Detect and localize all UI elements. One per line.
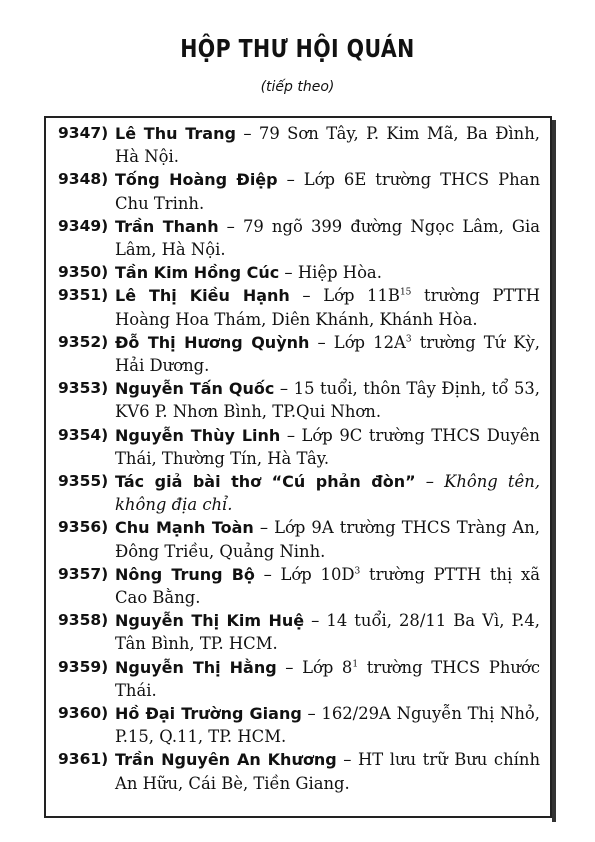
list-item <box>58 609 540 655</box>
entry-address: – Lớp 9A trường THCS Tràng An, Đông Triều, Quảng Ninh. <box>115 518 540 561</box>
list-item <box>58 656 540 702</box>
entry-number: 9355) <box>58 472 109 491</box>
entry-address: – 79 ngõ 399 đường Ngọc Lâm, Gia Lâm, Hà Nội. <box>115 216 540 260</box>
entry-name: Tác giả bài thơ “Cú phản đòn” <box>115 472 416 492</box>
entry-name: Nguyễn Thị Hằng <box>115 657 277 677</box>
entry-number: 9361) <box>58 750 109 769</box>
entry-name: Chu Mạnh Toàn <box>115 518 254 538</box>
list-item <box>58 284 540 330</box>
entry-number: 9358) <box>58 611 109 630</box>
entry-number: 9352) <box>58 332 109 351</box>
entry-number: 9359) <box>58 657 109 676</box>
entry-text <box>115 377 540 423</box>
entry-text <box>115 215 540 261</box>
entry-text <box>115 702 540 748</box>
entry-number: 9354) <box>58 425 109 444</box>
list-item <box>58 331 540 377</box>
entry-address: – 14 tuổi, 28/11 Ba Vì, P.4, Tân Bình, TP. HCM. <box>115 611 541 654</box>
entry-number: 9348) <box>58 170 109 189</box>
list-item <box>58 424 540 470</box>
entry-address: – Lớp $8^1$ trường THCS Phước Thái. <box>115 657 541 700</box>
list-item <box>58 377 540 423</box>
entries-list <box>58 122 540 795</box>
entry-name: Lê Thị Kiều Hạnh <box>115 286 290 306</box>
entry-name: Nguyễn Thùy Linh <box>115 425 281 445</box>
entry-name: Nguyễn Thị Kim Huệ <box>115 611 305 631</box>
entry-text <box>115 168 540 214</box>
entry-address: – Lớp 9C trường THCS Duyên Thái, Thường Tín, Hà Tây. <box>115 425 540 468</box>
entry-address: – 15 tuổi, thôn Tây Định, tổ 53, KV6 P. Nhơn Bình, TP.Qui Nhơn. <box>115 379 541 422</box>
page-title: HỘP THƯ HỘI QUÁN <box>180 34 415 63</box>
entry-name: Tần Kim Hồng Cúc <box>115 263 280 283</box>
entry-name: Nông Trung Bộ <box>115 564 255 584</box>
entry-text <box>115 331 540 377</box>
entry-address: – HT lưu trữ Bưu chính An Hữu, Cái Bè, Tiền Giang. <box>115 750 540 793</box>
entry-number: 9353) <box>58 379 109 398</box>
entry-name: Đỗ Thị Hương Quỳnh <box>115 332 310 352</box>
entry-note: – Không tên, không địa chỉ. <box>115 472 540 515</box>
entry-address: – Lớp $11B^{15}$ trường PTTH Hoàng Hoa Thám, Diên Khánh, Khánh Hòa. <box>115 286 540 329</box>
entry-address: – 162/29A Nguyễn Thị Nhỏ, P.15, Q.11, TP. HCM. <box>115 704 541 747</box>
entry-address: – Lớp $10D^3$ trường PTTH thị xã Cao Bằng. <box>115 564 540 608</box>
box-shadow <box>552 120 556 822</box>
entry-name: Trần Thanh <box>115 216 219 236</box>
entry-number: 9360) <box>58 704 109 723</box>
list-item <box>58 516 540 562</box>
entry-text <box>115 656 540 702</box>
entry-text <box>115 261 540 284</box>
entry-text <box>115 563 540 609</box>
list-item <box>58 748 540 794</box>
entry-text <box>115 609 540 655</box>
list-item <box>58 470 540 516</box>
list-item <box>58 261 540 284</box>
entry-number: 9350) <box>58 263 109 282</box>
entry-name: Nguyễn Tấn Quốc <box>115 379 275 399</box>
entry-text <box>115 516 540 562</box>
entry-number: 9351) <box>58 286 109 305</box>
list-item <box>58 168 540 214</box>
entry-text <box>115 284 540 330</box>
entry-number: 9356) <box>58 518 109 537</box>
entry-text <box>115 424 540 470</box>
entry-text <box>115 470 540 516</box>
entry-name: Tống Hoàng Điệp <box>115 170 278 190</box>
entry-number: 9347) <box>58 124 109 142</box>
entry-address: – Hiệp Hòa. <box>279 263 382 283</box>
entry-name: Lê Thu Trang <box>115 124 236 143</box>
entry-address: – Lớp $12A^3$ trường Tứ Kỳ, Hải Dương. <box>115 332 541 376</box>
entry-number: 9349) <box>58 216 109 235</box>
list-item <box>58 702 540 748</box>
entry-name: Trần Nguyên An Khương <box>115 750 337 770</box>
list-item <box>58 563 540 609</box>
list-item <box>58 122 540 168</box>
entry-name: Hồ Đại Trường Giang <box>115 704 302 724</box>
page-subtitle: (tiếp theo) <box>260 79 335 95</box>
entry-address: – 79 Sơn Tây, P. Kim Mã, Ba Đình, Hà Nội. <box>115 124 540 167</box>
entry-number: 9357) <box>58 564 109 583</box>
list-item <box>58 215 540 261</box>
entry-address: – Lớp 6E trường THCS Phan Chu Trinh. <box>115 170 540 213</box>
entry-text <box>115 122 540 168</box>
entry-text <box>115 748 540 794</box>
